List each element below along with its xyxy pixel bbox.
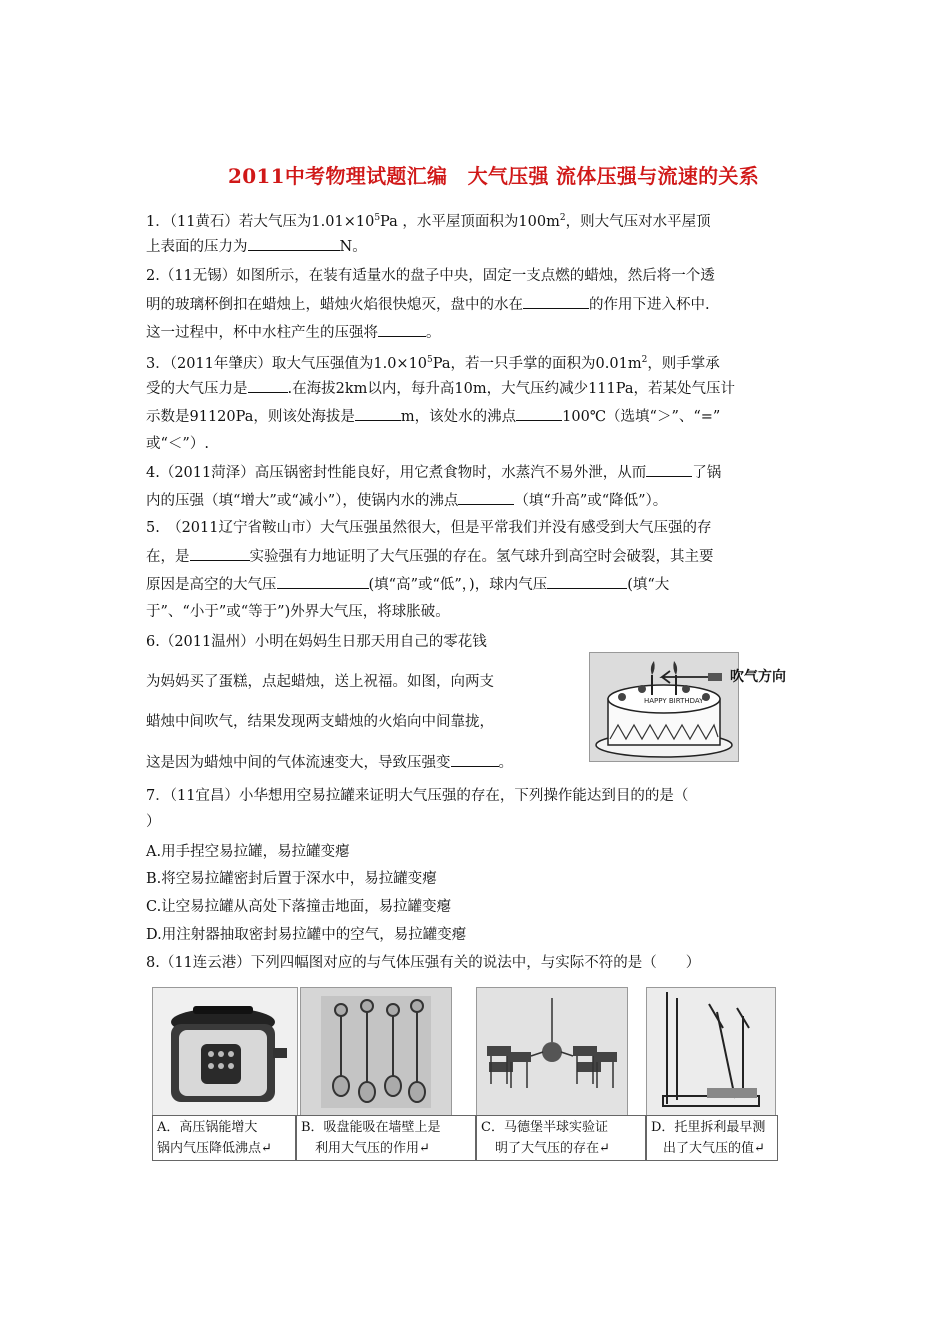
- suction-cup-illustration: [301, 988, 451, 1116]
- question-2-line-1: 2.（11无锡）如图所示，在装有适量水的盘子中央，固定一支点燃的蜡烛，然后将一个透: [146, 268, 715, 284]
- question-5-line-1: 5. （2011辽宁省鞍山市）大气压强虽然很大，但是平常我们并没有感受到大气压强的存: [146, 520, 712, 536]
- answer-blank[interactable]: [378, 322, 426, 337]
- magdeburg-illustration: [477, 988, 627, 1116]
- question-4-line-2: 内的压强（填“增大”或“减小”），使锅内水的沸点 （填“升高”或“降低”）。: [146, 490, 667, 511]
- answer-blank[interactable]: [451, 752, 499, 767]
- answer-blank[interactable]: [458, 490, 514, 505]
- question-7-line-2: ）: [146, 814, 161, 830]
- answer-blank[interactable]: [277, 574, 369, 589]
- question-3-line-1: 3．（2011年肇庆）取大气压强值为$1.0\times 10^5Pa$，若一只手掌的面积为$0.01m^2$，则手掌承: [146, 355, 720, 372]
- answer-blank[interactable]: [248, 236, 340, 251]
- question-2-line-3: 这一过程中，杯中水柱产生的压强将 。: [146, 322, 441, 343]
- question-6-line-2: 为妈妈买了蛋糕，点起蜡烛，送上祝福。如图，向两支: [146, 674, 494, 690]
- question-6-line-4: 这是因为蜡烛中间的气体流速变大，导致压强变 。: [146, 752, 513, 773]
- question-7-option-c[interactable]: C.让空易拉罐从高处下落撞击地面，易拉罐变瘪: [146, 899, 452, 915]
- question-7-option-d[interactable]: D.用注射器抽取密封易拉罐中的空气，易拉罐变瘪: [146, 927, 467, 943]
- question-8-line-1: 8.（11连云港）下列四幅图对应的与气体压强有关的说法中，与实际不符的是（ ）: [146, 955, 701, 971]
- question-1-line-2: 上表面的压力为 N。: [146, 236, 367, 257]
- blow-direction-label: 吹气方向: [730, 669, 786, 685]
- answer-blank[interactable]: [516, 406, 562, 421]
- caption-a: A．高压锅能增大 锅内气压降低沸点↵: [152, 1115, 296, 1161]
- question-5-line-4: 于”、“小于”或“等于”)外界大气压，将球胀破。: [146, 604, 450, 620]
- question-6-line-1: 6.（2011温州）小明在妈妈生日那天用自己的零花钱: [146, 634, 487, 650]
- cake-text: HAPPY BIRTHDAY: [644, 697, 704, 705]
- answer-blank[interactable]: [547, 574, 627, 589]
- question-1-line-1: 1．（11黄石）若大气压为$1.01\times 10^5Pa$ ，水平屋顶面积为$100m^2$，则大气压对水平屋顶: [146, 213, 711, 230]
- pressure-cooker-illustration: [153, 988, 297, 1116]
- caption-b: B．吸盘能吸在墙壁上是 利用大气压的作用↵: [296, 1115, 476, 1161]
- question-2-line-2: 明的玻璃杯倒扣在蜡烛上，蜡烛火焰很快熄灭，盘中的水在 的作用下进入杯中.: [146, 294, 710, 315]
- torricelli-illustration: [647, 988, 775, 1116]
- pressure-cooker-figure: [152, 987, 298, 1117]
- cake-illustration: [590, 653, 738, 761]
- question-3-line-2: 受的大气压力是 .在海拔2km以内，每升高10m，大气压约减少111Pa，若某处气压计: [146, 378, 735, 399]
- question-3-line-3: 示数是91120Pa，则该处海拔是 m，该处水的沸点 100℃（选填“＞”、“=”: [146, 406, 720, 427]
- page-title: 2011中考物理试题汇编 大气压强 流体压强与流速的关系: [228, 164, 760, 188]
- answer-blank[interactable]: [190, 546, 250, 561]
- caption-d: D．托里拆利最早测 出了大气压的值↵: [646, 1115, 778, 1161]
- question-6-line-3: 蜡烛中间吹气，结果发现两支蜡烛的火焰向中间靠拢，: [146, 714, 494, 730]
- question-4-line-1: 4.（2011菏泽）高压锅密封性能良好，用它煮食物时，水蒸汽不易外泄，从而 了锅: [146, 462, 721, 483]
- answer-blank[interactable]: [355, 406, 401, 421]
- answer-blank[interactable]: [248, 378, 288, 393]
- answer-blank[interactable]: [523, 294, 589, 309]
- question-7-line-1: 7．（11宜昌）小华想用空易拉罐来证明大气压强的存在，下列操作能达到目的的是（: [146, 788, 689, 804]
- torricelli-figure: [646, 987, 776, 1117]
- question-7-option-b[interactable]: B.将空易拉罐密封后置于深水中，易拉罐变瘪: [146, 871, 437, 887]
- question-3-line-4: 或“＜”）.: [146, 436, 209, 452]
- caption-c: C．马德堡半球实验证 明了大气压的存在↵: [476, 1115, 646, 1161]
- suction-cup-figure: [300, 987, 452, 1117]
- birthday-cake-figure: [589, 652, 739, 762]
- question-7-option-a[interactable]: A.用手捏空易拉罐，易拉罐变瘪: [146, 844, 350, 860]
- magdeburg-hemispheres-figure: [476, 987, 628, 1117]
- question-5-line-3: 原因是高空的大气压 (填“高”或“低”，)，球内气压 (填“大: [146, 574, 669, 595]
- question-5-line-2: 在，是 实验强有力地证明了大气压强的存在。氢气球升到高空时会破裂，其主要: [146, 546, 714, 567]
- answer-blank[interactable]: [646, 462, 692, 477]
